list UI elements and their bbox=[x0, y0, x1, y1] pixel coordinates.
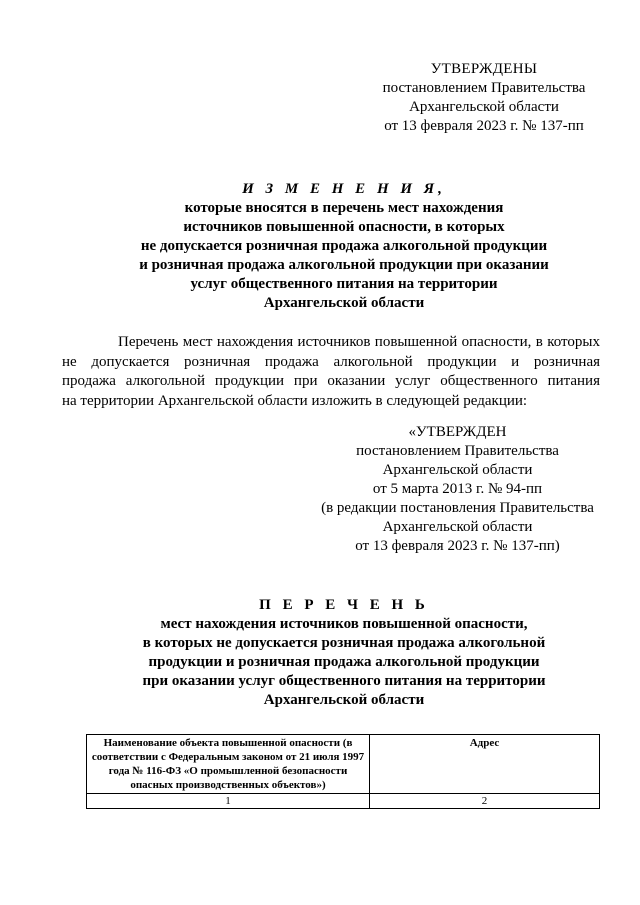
approval-quote-line: Архангельской области bbox=[382, 462, 533, 478]
approval-line: Архангельской области bbox=[409, 99, 559, 115]
list-heading: П Е Р Е Ч Е Н Ь bbox=[259, 597, 429, 613]
approval-line: постановлением Правительства bbox=[382, 80, 586, 96]
list-title bbox=[60, 596, 628, 710]
changes-subtitle-line: и розничная продажа алкогольной продукции при оказании bbox=[139, 257, 549, 273]
approval-quote-line: от 5 марта 2013 г. № 94-пп bbox=[372, 481, 543, 497]
approval-quote bbox=[300, 423, 615, 556]
approval-quote-heading: «УТВЕРЖДЕН bbox=[408, 424, 507, 440]
paragraph-line: продажа алкогольной продукции при оказании услуг общественного питания bbox=[62, 373, 600, 389]
changes-subtitle-line: не допускается розничная продажа алкогольной продукции bbox=[140, 238, 548, 254]
approval-quote-line: Архангельской области bbox=[382, 519, 533, 535]
changes-heading: И З М Е Н Е Н И Я, bbox=[242, 181, 446, 197]
changes-subtitle-line: источников повышенной опасности, в которых bbox=[183, 219, 505, 235]
column-number: 1 bbox=[87, 794, 370, 809]
list-subtitle-line: продукции и розничная продажа алкогольной продукции bbox=[148, 654, 540, 670]
approval-line: от 13 февраля 2023 г. № 137-пп bbox=[384, 118, 584, 134]
list-subtitle-line: при оказании услуг общественного питания на территории bbox=[142, 673, 546, 689]
approval-quote-line: от 13 февраля 2023 г. № 137-пп) bbox=[355, 538, 560, 554]
approval-heading: УТВЕРЖДЕНЫ bbox=[430, 61, 538, 77]
paragraph-line: не допускается розничная продажа алкогольной продукции и розничная bbox=[62, 353, 600, 370]
column-header-object-name: Наименование объекта повышенной опасности (в соответствии с Федеральным законом от 21 июля 1997 года № 116-ФЗ «О промышленной безопасности опасных производственных объектов») bbox=[87, 735, 370, 794]
approval-quote-line: (в редакции постановления Правительства bbox=[321, 500, 594, 516]
table-number-row bbox=[87, 794, 600, 809]
list-subtitle-line: в которых не допускается розничная продажа алкогольной bbox=[142, 635, 546, 651]
list-subtitle-line: мест нахождения источников повышенной опасности, bbox=[160, 616, 528, 632]
paragraph-line: на территории Архангельской области изложить в следующей редакции: bbox=[62, 392, 528, 409]
list-subtitle-line: Архангельской области bbox=[263, 692, 425, 708]
changes-title bbox=[60, 180, 628, 313]
approval-stamp bbox=[340, 60, 628, 136]
changes-subtitle-line: которые вносятся в перечень мест нахождения bbox=[184, 200, 504, 216]
objects-table bbox=[86, 734, 600, 809]
changes-subtitle-line: Архангельской области bbox=[263, 295, 425, 311]
column-header-address: Адрес bbox=[370, 735, 600, 794]
approval-quote-line: постановлением Правительства bbox=[356, 443, 559, 459]
column-number: 2 bbox=[370, 794, 600, 809]
paragraph-line: Перечень мест нахождения источников повышенной опасности, в которых bbox=[118, 334, 600, 350]
body-paragraph bbox=[62, 333, 600, 411]
table-header-row bbox=[87, 735, 600, 794]
changes-subtitle-line: услуг общественного питания на территории bbox=[190, 276, 498, 292]
